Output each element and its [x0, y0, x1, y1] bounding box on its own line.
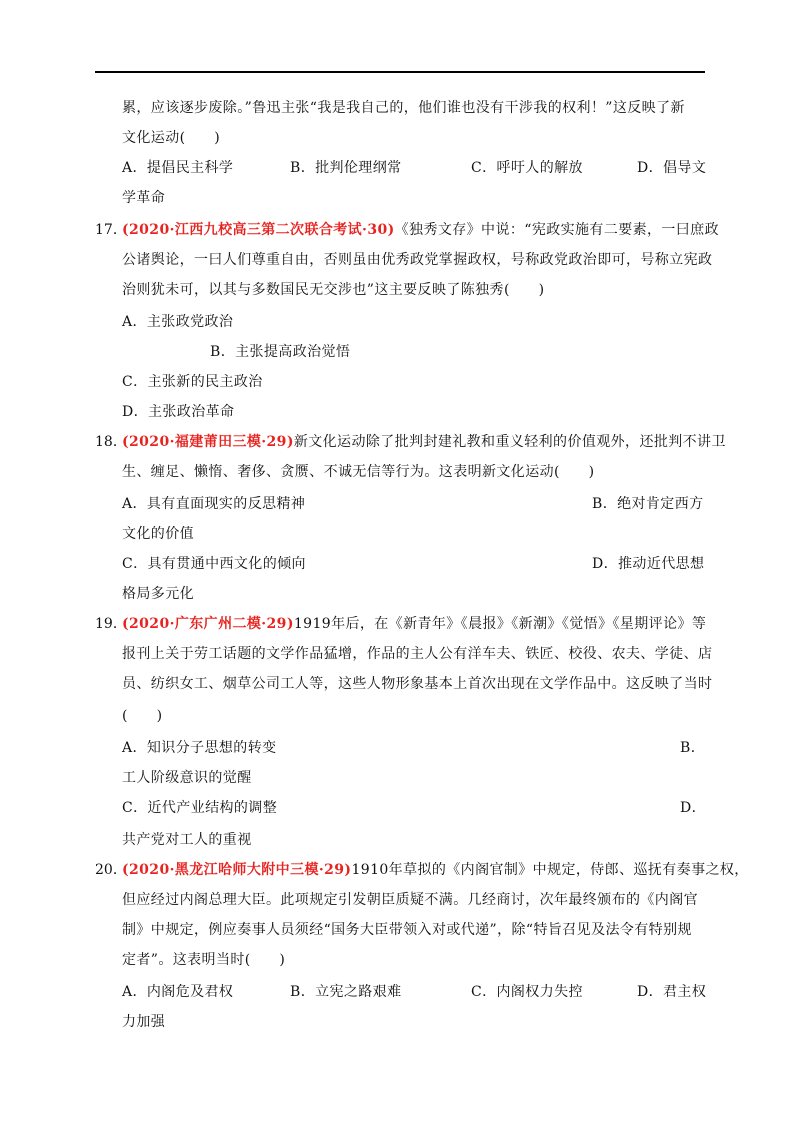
q18-line2: 生、缠足、懒惰、奢侈、贪赝、不诚无信等行为。这表明新文化运动( ) [122, 464, 595, 480]
q18-option-a: A．具有直面现实的反思精神 [122, 496, 306, 512]
q18-option-b-cont: 文化的价值 [122, 526, 194, 542]
q18-option-d: D．推动近代思想 [592, 556, 705, 572]
q19-line1: 1919年后，在《新青年》《晨报》《新潮》《觉悟》《星期评论》等 [293, 616, 707, 632]
q20-line4: 定者”。这表明当时( ) [122, 952, 286, 968]
q20-line2: 但应经过内阁总理大臣。此项规定引发朝臣质疑不满。几经商讨，次年最终颁布的《内阁官 [122, 892, 698, 908]
q19-number: 19． [95, 616, 127, 632]
q20-option-d-cont: 力加强 [122, 1014, 166, 1030]
q20-option-c: C．内阁权力失控 [471, 984, 583, 1000]
q19-option-a: A．知识分子思想的转变 [122, 740, 277, 756]
q19-option-b: B． [680, 740, 706, 756]
q18-option-b: B．绝对肯定西方 [592, 496, 704, 512]
q17-option-a: A．主张政党政治 [122, 314, 234, 330]
q16-option-b: B．批判伦理纲常 [290, 160, 402, 176]
q20-line1: 1910年草拟的《内阁官制》中规定，侍郎、巡抚有奏事之权， [351, 862, 749, 878]
q17-line1: 《独秀文存》中说：“宪政实施有二要素，一曰庶政 [394, 222, 720, 238]
q18-line1: 新文化运动除了批判封建礼教和重义轻利的价值观外，还批判不讲卫 [293, 434, 726, 450]
q18-option-d-cont: 格局多元化 [122, 586, 194, 602]
q19-line3: 员、纺织女工、烟草公司工人等，这些人物形象基本上首次出现在文学作品中。这反映了当时 [122, 676, 713, 692]
q19-option-d-cont: 共产党对工人的重视 [122, 832, 252, 848]
q17-source: (2020·江西九校高三第二次联合考试·30) [122, 222, 395, 238]
q17-number: 17． [95, 222, 127, 238]
q18-option-c: C．具有贯通中西文化的倾向 [122, 556, 306, 572]
q20-source: (2020·黑龙江哈师大附中三模·29) [122, 862, 352, 878]
q19-option-b-cont: 工人阶级意识的觉醒 [122, 770, 252, 786]
q20-line3: 制》中规定，例应奏事人员须经“国务大臣带领入对或代递”，除“特旨召见及法令有特别规 [122, 922, 692, 938]
q18-number: 18． [95, 434, 127, 450]
q16-option-a: A．提倡民主科学 [122, 160, 234, 176]
q20-option-a: A．内阁危及君权 [122, 984, 234, 1000]
q16-option-c: C．呼吁人的解放 [471, 160, 583, 176]
q18-source: (2020·福建莆田三模·29) [122, 434, 294, 450]
q19-option-c: C．近代产业结构的调整 [122, 800, 278, 816]
q17-line2: 公诸舆论，一曰人们尊重自由，否则虽由优秀政党掌握政权，号称政党政治即可，号称立宪政 [122, 252, 713, 268]
q17-option-d: D．主张政治革命 [122, 404, 235, 420]
q16-option-d-cont: 学革命 [122, 190, 166, 206]
q16-line2: 文化运动( ) [122, 130, 221, 146]
q20-number: 20． [95, 862, 127, 878]
q17-option-c: C．主张新的民主政治 [122, 374, 263, 390]
q16-line1: 累，应该逐步废除。”鲁迅主张“我是我自己的，他们谁也没有干涉我的权利！”这反映了新 [122, 100, 685, 116]
q19-option-d: D． [680, 800, 707, 816]
q20-option-d: D．君主权 [637, 984, 707, 1000]
q19-source: (2020·广东广州二模·29) [122, 616, 294, 632]
header-rule [95, 71, 705, 73]
q17-line3: 治则犹未可，以其与多数国民无交涉也”这主要反映了陈独秀( ) [122, 282, 545, 298]
q17-option-b: B．主张提高政治觉悟 [210, 344, 351, 360]
q20-option-b: B．立宪之路艰难 [290, 984, 402, 1000]
q19-line2: 报刊上关于劳工话题的文学作品猛增，作品的主人公有洋车夫、铁匠、校役、农夫、学徒、店 [122, 646, 713, 662]
q19-line4: ( ) [122, 708, 163, 724]
q16-option-d: D．倡导文 [637, 160, 707, 176]
